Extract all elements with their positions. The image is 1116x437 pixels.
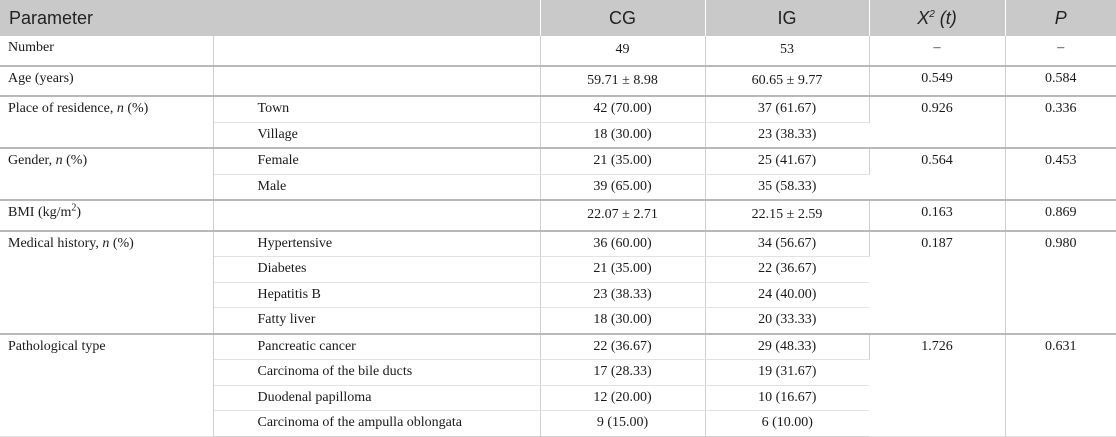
cg-value: 59.71 ± 8.98 bbox=[540, 66, 705, 97]
p-value: 0.631 bbox=[1005, 334, 1116, 437]
sub-label-empty bbox=[213, 36, 540, 66]
sub-label: Fatty liver bbox=[213, 308, 540, 334]
param-label: Number bbox=[0, 36, 213, 66]
ig-value: 35 (58.33) bbox=[705, 174, 869, 200]
chi-value: 0.549 bbox=[869, 66, 1005, 97]
header-parameter: Parameter bbox=[0, 0, 540, 36]
ig-value: 19 (31.67) bbox=[705, 360, 869, 386]
cg-value: 22 (36.67) bbox=[540, 334, 705, 360]
sub-label: Town bbox=[213, 96, 540, 122]
cg-value: 12 (20.00) bbox=[540, 385, 705, 411]
cg-value: 22.07 ± 2.71 bbox=[540, 200, 705, 231]
header-p bbox=[1005, 0, 1116, 36]
cg-value: 17 (28.33) bbox=[540, 360, 705, 386]
ig-value: 6 (10.00) bbox=[705, 411, 869, 437]
chi-value: – bbox=[869, 36, 1005, 66]
sub-label: Diabetes bbox=[213, 257, 540, 283]
sub-label: Hepatitis B bbox=[213, 282, 540, 308]
sub-label: Pancreatic cancer bbox=[213, 334, 540, 360]
cg-value: 49 bbox=[540, 36, 705, 66]
param-label-sup: 2 bbox=[71, 202, 77, 214]
table-row-bmi bbox=[0, 200, 1116, 231]
table-row-pathology-pancreatic bbox=[0, 334, 1116, 360]
param-label-n: n bbox=[55, 153, 63, 168]
cg-value: 23 (38.33) bbox=[540, 282, 705, 308]
cg-value: 21 (35.00) bbox=[540, 148, 705, 174]
ig-value: 34 (56.67) bbox=[705, 231, 869, 257]
sub-label: Carcinoma of the ampulla oblongata bbox=[213, 411, 540, 437]
table-row-number bbox=[0, 36, 1116, 66]
ig-value: 25 (41.67) bbox=[705, 148, 869, 174]
param-label-n: n bbox=[116, 101, 124, 116]
param-label-text: Place of residence, bbox=[8, 101, 117, 116]
sub-label: Village bbox=[213, 122, 540, 148]
param-label-text: BMI (kg/m bbox=[8, 205, 72, 220]
cg-value: 9 (15.00) bbox=[540, 411, 705, 437]
p-value: – bbox=[1005, 36, 1116, 66]
param-label-text: Medical history, bbox=[8, 235, 103, 251]
p-value: 0.453 bbox=[1005, 148, 1116, 200]
cg-value: 18 (30.00) bbox=[540, 122, 705, 148]
p-value: 0.869 bbox=[1005, 200, 1116, 231]
ig-value: 23 (38.33) bbox=[705, 122, 869, 148]
ig-value: 53 bbox=[705, 36, 869, 66]
table-row-gender-female bbox=[0, 148, 1116, 174]
chi-value: 1.726 bbox=[869, 334, 1005, 437]
ig-value: 22.15 ± 2.59 bbox=[705, 200, 869, 231]
param-label bbox=[0, 200, 213, 231]
header-chi-square bbox=[869, 0, 1005, 36]
p-value: 0.584 bbox=[1005, 66, 1116, 97]
cg-value: 36 (60.00) bbox=[540, 231, 705, 257]
sub-label: Male bbox=[213, 174, 540, 200]
chi-value: 0.163 bbox=[869, 200, 1005, 231]
header-cg: CG bbox=[540, 0, 705, 36]
table-header bbox=[0, 0, 1116, 36]
param-label: Age (years) bbox=[0, 66, 213, 97]
ig-value: 37 (61.67) bbox=[705, 96, 869, 122]
p-value: 0.336 bbox=[1005, 96, 1116, 148]
param-label-n: n bbox=[102, 235, 110, 251]
param-label-text: Gender, bbox=[8, 153, 56, 168]
param-label bbox=[0, 148, 213, 200]
param-label-suffix: (%) bbox=[123, 101, 149, 116]
ig-value: 24 (40.00) bbox=[705, 282, 869, 308]
ig-value: 20 (33.33) bbox=[705, 308, 869, 334]
param-label-suffix: (%) bbox=[62, 153, 88, 168]
param-label: Pathological type bbox=[0, 334, 213, 437]
sub-label: Duodenal papilloma bbox=[213, 385, 540, 411]
cg-value: 18 (30.00) bbox=[540, 308, 705, 334]
header-ig: IG bbox=[705, 0, 869, 36]
cg-value: 39 (65.00) bbox=[540, 174, 705, 200]
param-label-suffix: ) bbox=[76, 205, 82, 220]
sub-label: Hypertensive bbox=[213, 231, 540, 257]
ig-value: 60.65 ± 9.77 bbox=[705, 66, 869, 97]
cg-value: 42 (70.00) bbox=[540, 96, 705, 122]
param-label bbox=[0, 231, 213, 334]
ig-value: 10 (16.67) bbox=[705, 385, 869, 411]
p-value: 0.980 bbox=[1005, 231, 1116, 334]
cg-value: 21 (35.00) bbox=[540, 257, 705, 283]
header-p-label: P bbox=[1054, 7, 1067, 28]
sub-label: Female bbox=[213, 148, 540, 174]
table-row-history-hypertensive bbox=[0, 231, 1116, 257]
param-label bbox=[0, 96, 213, 148]
chi-value: 0.564 bbox=[869, 148, 1005, 200]
sub-label-empty bbox=[213, 200, 540, 231]
ig-value: 22 (36.67) bbox=[705, 257, 869, 283]
sub-label: Carcinoma of the bile ducts bbox=[213, 360, 540, 386]
header-chi-sup: 2 bbox=[929, 8, 935, 20]
table-row-age bbox=[0, 66, 1116, 97]
ig-value: 29 (48.33) bbox=[705, 334, 869, 360]
chi-value: 0.187 bbox=[869, 231, 1005, 334]
param-label-suffix: (%) bbox=[109, 235, 134, 251]
header-chi-main: X bbox=[917, 7, 930, 28]
header-chi-suffix: (t) bbox=[934, 7, 957, 28]
chi-value: 0.926 bbox=[869, 96, 1005, 148]
table-row-residence-town bbox=[0, 96, 1116, 122]
sub-label-empty bbox=[213, 66, 540, 97]
